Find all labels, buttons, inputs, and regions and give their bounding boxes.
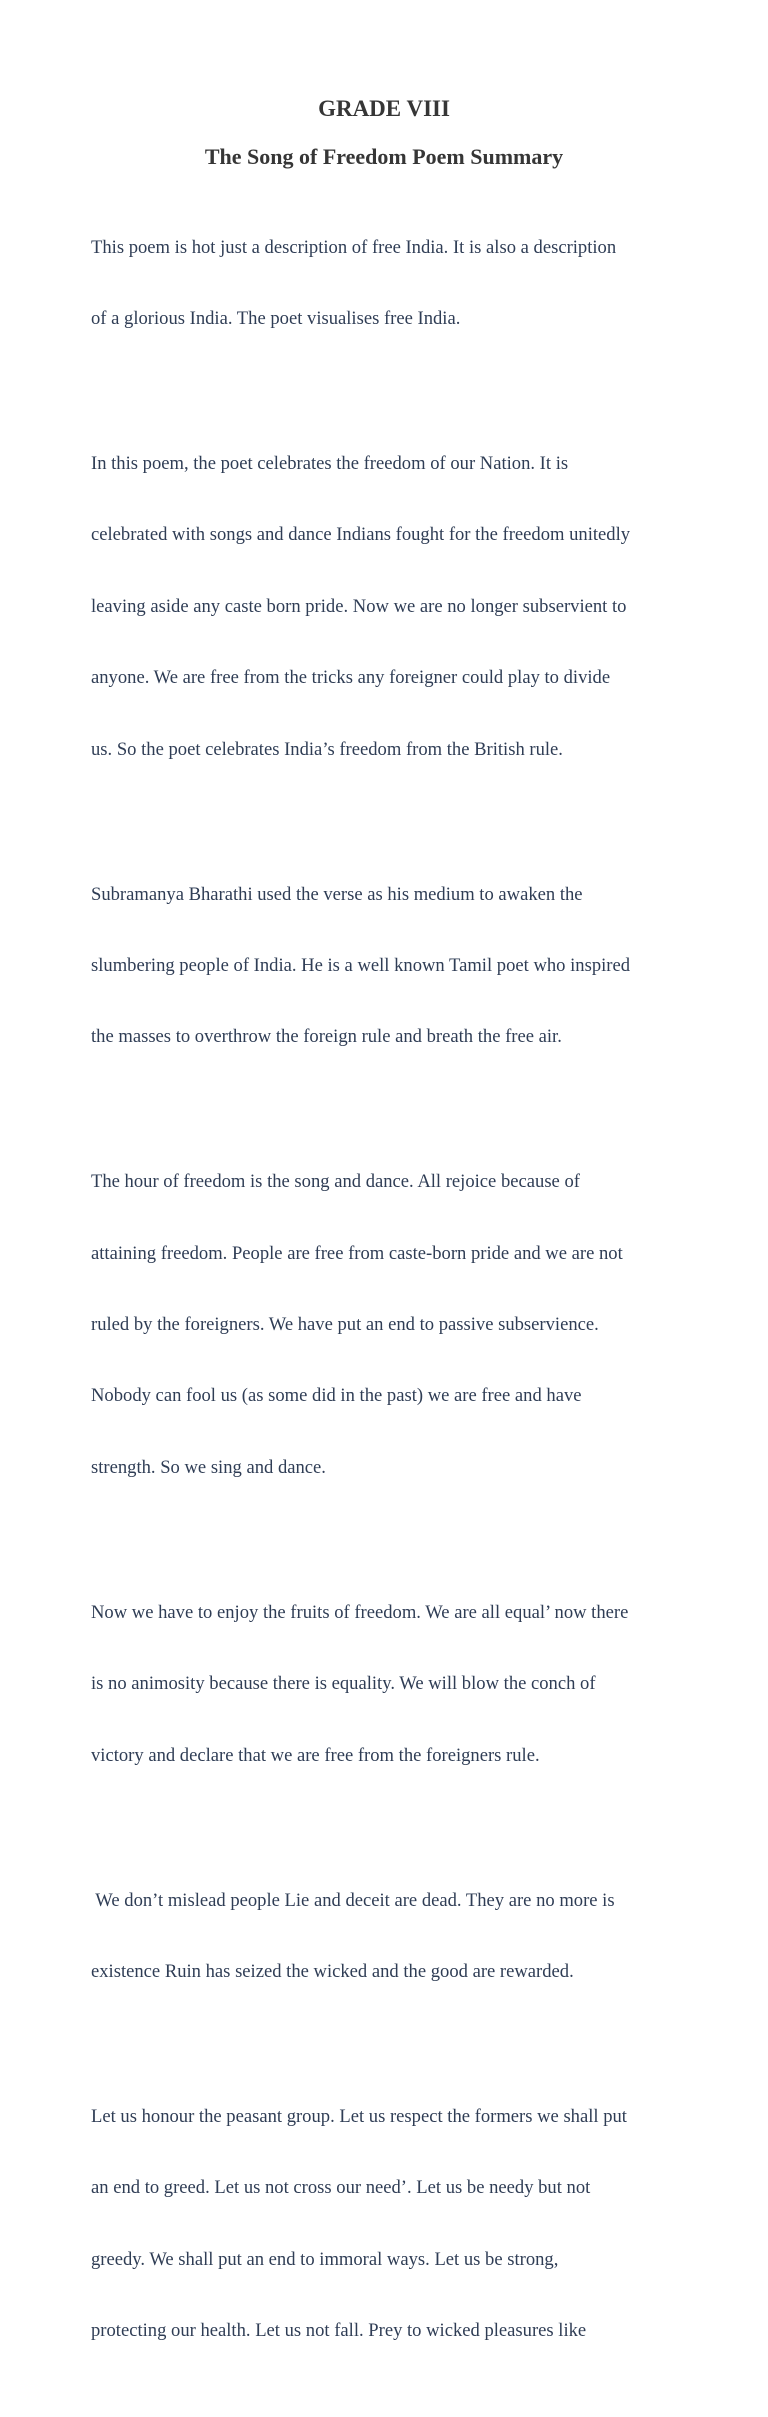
paragraph-line: celebrated with songs and dance Indians fought for the freedom unitedly <box>91 524 631 546</box>
paragraph-line: existence Ruin has seized the wicked and the good are rewarded. <box>91 1960 574 1982</box>
paragraph-line: an end to greed. Let us not cross our need’. Let us be needy but not <box>91 2177 591 2199</box>
paragraph-line: anyone. We are free from the tricks any foreigner could play to divide <box>91 667 611 689</box>
paragraph-line: greedy. We shall put an end to immoral ways. Let us be strong, <box>91 2248 559 2270</box>
paragraph-line: We don’t mislead people Lie and deceit are dead. They are no more is <box>91 1889 615 1911</box>
paragraph-4 <box>91 1123 691 1528</box>
paragraph-line: Now we have to enjoy the fruits of freedom. We are all equal’ now there <box>91 1601 629 1623</box>
paragraph-line: victory and declare that we are free from the foreigners rule. <box>91 1744 540 1766</box>
paragraph-line: ruled by the foreigners. We have put an end to passive subservience. <box>91 1314 599 1336</box>
paragraph-3 <box>91 835 691 1097</box>
paragraph-1 <box>91 188 691 378</box>
paragraph-line: Let us honour the peasant group. Let us respect the formers we shall put <box>91 2105 627 2127</box>
paragraph-line: of a glorious India. The poet visualises free India. <box>91 307 461 329</box>
summary-body <box>91 188 691 2417</box>
paragraph-line: the masses to overthrow the foreign rule and breath the free air. <box>91 1026 562 1048</box>
paragraph-line: In this poem, the poet celebrates the freedom of our Nation. It is <box>91 452 569 474</box>
paragraph-5 <box>91 1553 691 1815</box>
paragraph-line: Nobody can fool us (as some did in the past) we are free and have <box>91 1385 582 1407</box>
paragraph-line: This poem is hot just a description of free India. It is also a description <box>91 236 617 258</box>
page-title: The Song of Freedom Poem Summary <box>204 144 564 169</box>
paragraph-line: Subramanya Bharathi used the verse as his medium to awaken the <box>91 883 583 905</box>
paragraph-6 <box>91 1841 691 2031</box>
paragraph-2 <box>91 404 691 809</box>
paragraph-line: attaining freedom. People are free from caste-born pride and we are not <box>91 1242 623 1264</box>
paragraph-line: protecting our health. Let us not fall. Prey to wicked pleasures like <box>91 2320 587 2342</box>
paragraph-line: strength. So we sing and dance. <box>91 1456 326 1478</box>
paragraph-line: is no animosity because there is equality. We will blow the conch of <box>91 1673 596 1695</box>
paragraph-line: The hour of freedom is the song and dance. All rejoice because of <box>91 1171 580 1193</box>
paragraph-line: us. So the poet celebrates India’s freedom from the British rule. <box>91 738 563 760</box>
paragraph-line: leaving aside any caste born pride. Now we are no longer subservient to <box>91 595 627 617</box>
grade-heading: GRADE VIII <box>318 96 450 121</box>
paragraph-line: slumbering people of India. He is a well known Tamil poet who inspired <box>91 954 631 976</box>
paragraph-7 <box>91 2057 691 2390</box>
